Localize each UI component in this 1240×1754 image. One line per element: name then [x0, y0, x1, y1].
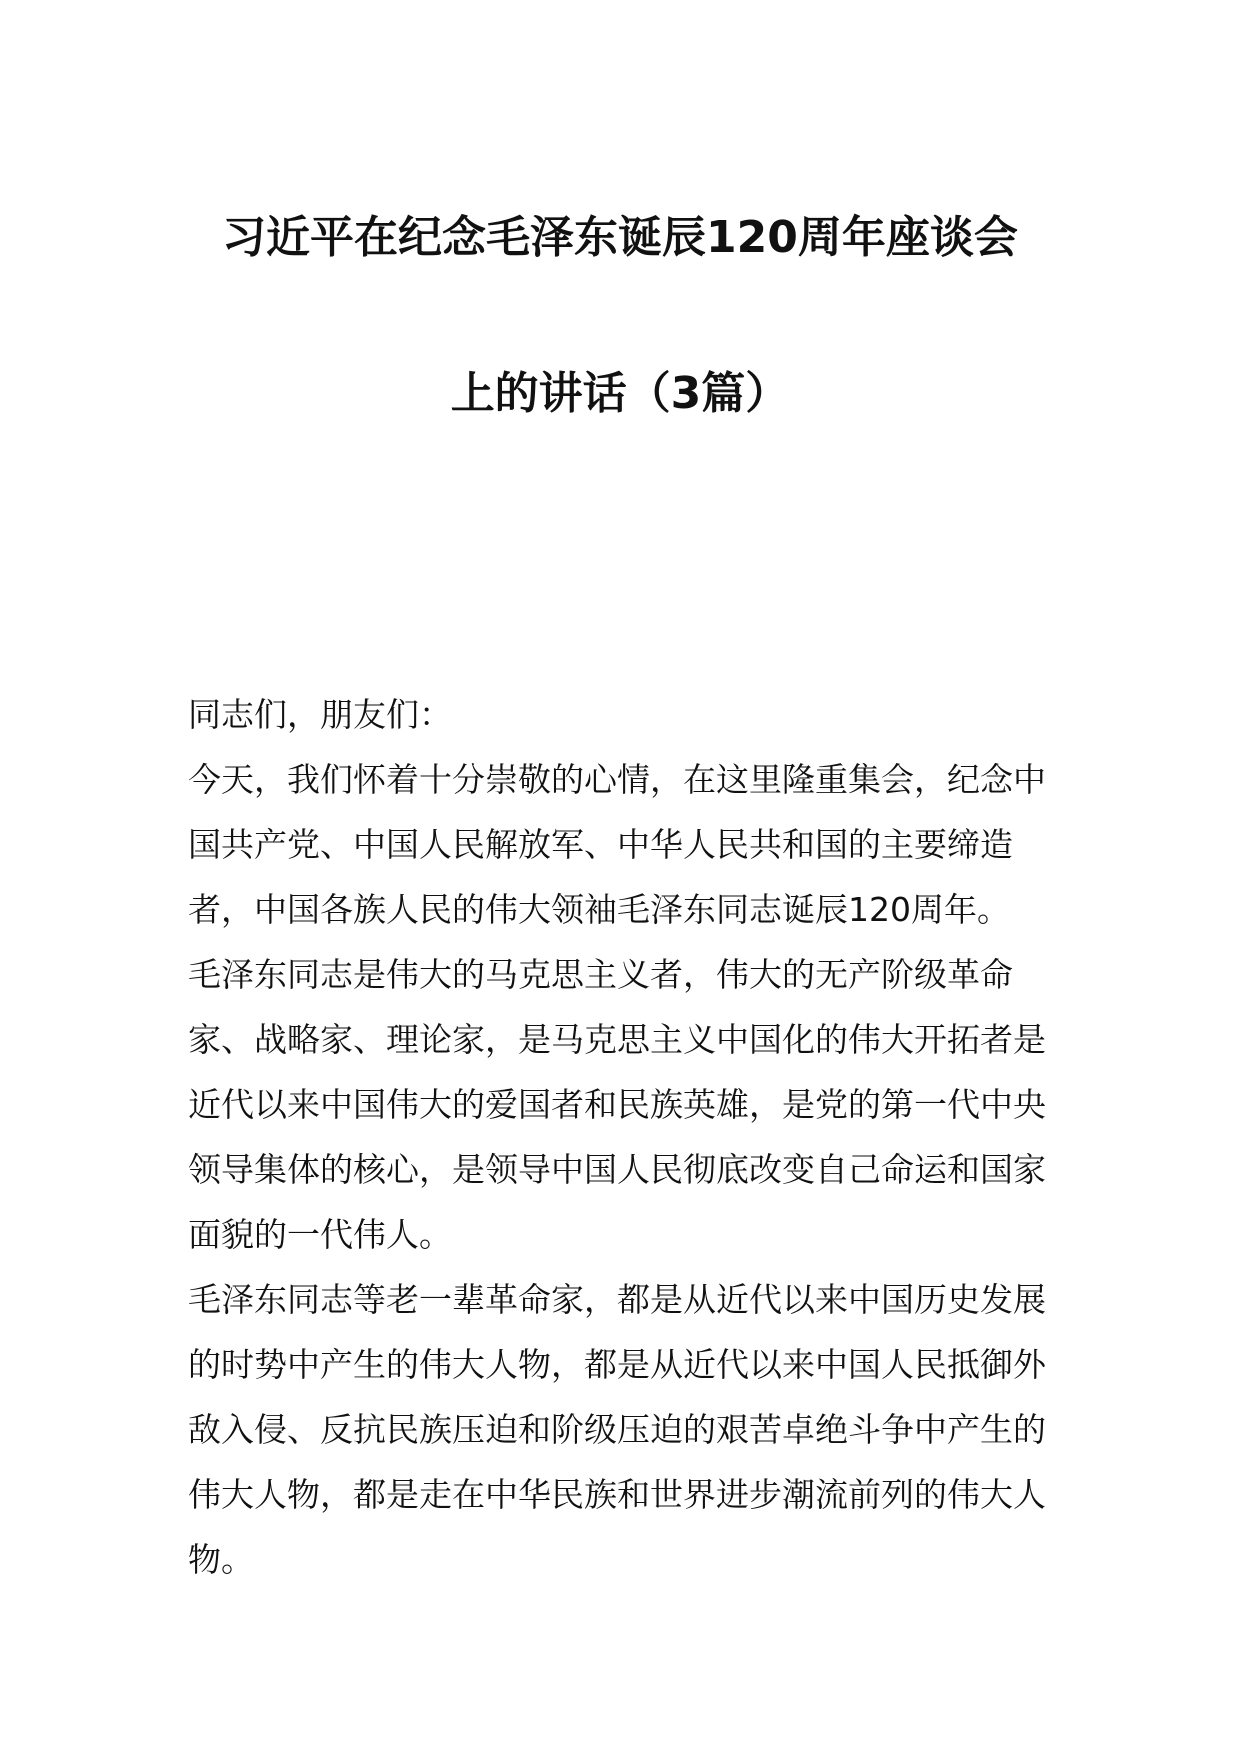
salutation-paragraph: 同志们，朋友们： [188, 695, 452, 734]
document-title-line-1: 习近平在纪念毛泽东诞辰120周年座谈会 [222, 212, 1018, 263]
document-title-line-2: 上的讲话（3篇） [450, 368, 790, 419]
body-paragraph: 毛泽东同志是伟大的马克思主义者，伟大的无产阶级革命家、战略家、理论家，是马克思主义中国化的伟大开拓者是近代以来中国伟大的爱国者和民族英雄，是党的第一代中央领导集体的核心，是领导中国人民彻底改变自己命运和国家面貌的一代伟人。 [188, 955, 1046, 1254]
document-body [188, 682, 1058, 1592]
body-paragraph: 毛泽东同志等老一辈革命家，都是从近代以来中国历史发展的时势中产生的伟大人物，都是从近代以来中国人民抵御外敌入侵、反抗民族压迫和阶级压迫的艰苦卓绝斗争中产生的伟大人物，都是走在中华民族和世界进步潮流前列的伟大人物。 [188, 1280, 1046, 1579]
body-paragraph: 今天，我们怀着十分崇敬的心情，在这里隆重集会，纪念中国共产党、中国人民解放军、中华人民共和国的主要缔造者，中国各族人民的伟大领袖毛泽东同志诞辰120周年。 [188, 760, 1046, 929]
